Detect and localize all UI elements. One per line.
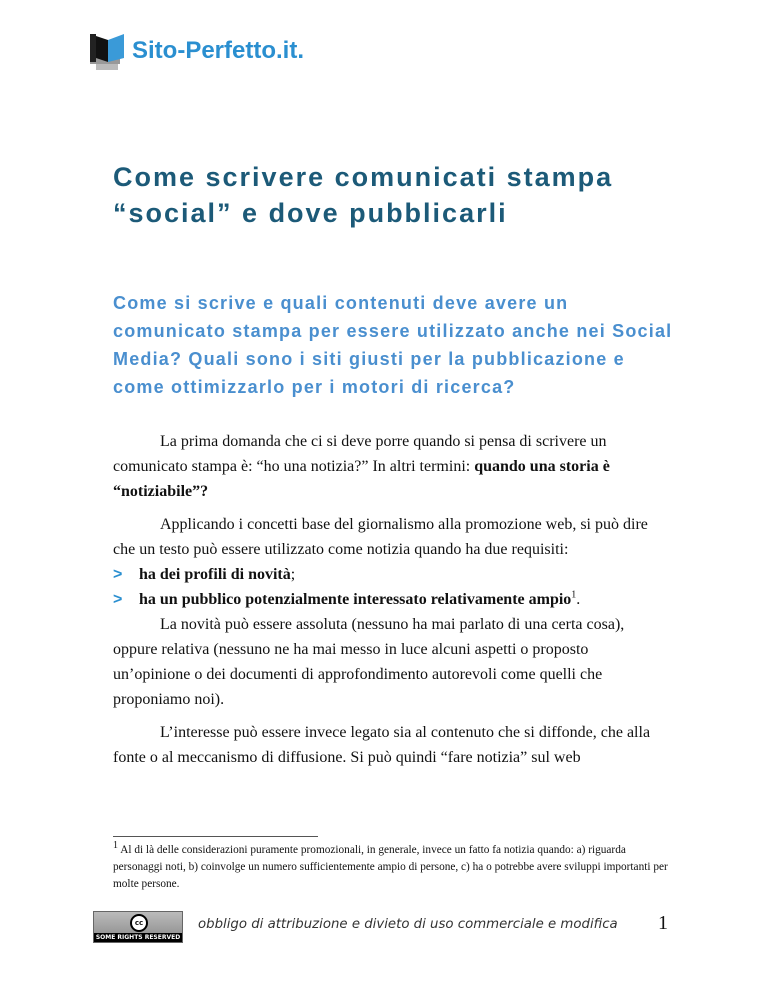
footnote-divider bbox=[113, 836, 318, 837]
list-item bbox=[113, 562, 663, 587]
paragraph: Applicando i concetti base del giornalismo alla promozione web, si può dire che un testo può essere utilizzato come notizia quando ha due requisiti: bbox=[113, 516, 648, 558]
bold-text: quando una storia è “notiziabile”? bbox=[113, 458, 610, 500]
logo-text: Sito-Perfetto.it. bbox=[132, 37, 304, 64]
main-content bbox=[113, 159, 673, 770]
text: ; bbox=[290, 566, 296, 583]
requirements-list bbox=[113, 562, 663, 612]
text: ha dei profili di novità bbox=[139, 566, 291, 583]
title-line: “social” e dove pubblicarli bbox=[113, 198, 508, 228]
footnote-ref[interactable]: 1 bbox=[571, 589, 577, 601]
cc-label: SOME RIGHTS RESERVED bbox=[95, 934, 181, 941]
book-monitor-icon bbox=[88, 30, 128, 72]
site-logo bbox=[88, 30, 304, 72]
arrow-bullet-icon: > bbox=[113, 591, 123, 608]
arrow-bullet-icon: > bbox=[113, 566, 123, 583]
text: La prima domanda che ci si deve porre quando si pensa di scrivere un comunicato stampa è: “ho una notizia?” In altri termini: bbox=[113, 433, 607, 475]
document-subtitle: Come si scrive e quali contenuti deve avere un comunicato stampa per essere utilizzato anche nei Social Media? Quali sono i siti giusti per la pubblicazione e come ottimizzarlo per i motori di ricerca? bbox=[113, 293, 673, 397]
document-title bbox=[113, 159, 673, 231]
cc-icon: cc bbox=[130, 914, 148, 932]
title-line: Come scrivere comunicati stampa bbox=[113, 162, 614, 192]
paragraph bbox=[113, 429, 663, 504]
list-item bbox=[113, 587, 663, 612]
footnote bbox=[113, 842, 673, 893]
page-number: 1 bbox=[658, 912, 668, 934]
footnote-number: 1 bbox=[113, 840, 118, 852]
body-text bbox=[113, 429, 663, 770]
footnote-text: Al di là delle considerazioni puramente promozionali, in generale, invece un fatto fa notizia quando: a) riguarda personaggi noti, b) coinvolge un numero sufficientemente ampio di persone, c) ha o potrebbe avere sviluppi importanti per molte persone. bbox=[113, 844, 668, 890]
footer-license-text: obbligo di attribuzione e divieto di uso commerciale e modifica bbox=[198, 917, 618, 932]
creative-commons-badge[interactable] bbox=[93, 911, 183, 943]
text: ha un pubblico potenzialmente interessato relativamente ampio bbox=[139, 591, 572, 608]
paragraph: L’interesse può essere invece legato sia al contenuto che si diffonde, che alla fonte o al meccanismo di diffusione. Si può quindi “fare notizia” sul web bbox=[113, 724, 651, 766]
text: . bbox=[576, 591, 581, 608]
paragraph: La novità può essere assoluta (nessuno ha mai parlato di una certa cosa), oppure relativa (nessuno ne ha mai messo in luce alcuni aspetti o proposto un’opinione o dei documenti di approfondimento autorevoli come quelli che proponiamo noi). bbox=[113, 616, 625, 708]
